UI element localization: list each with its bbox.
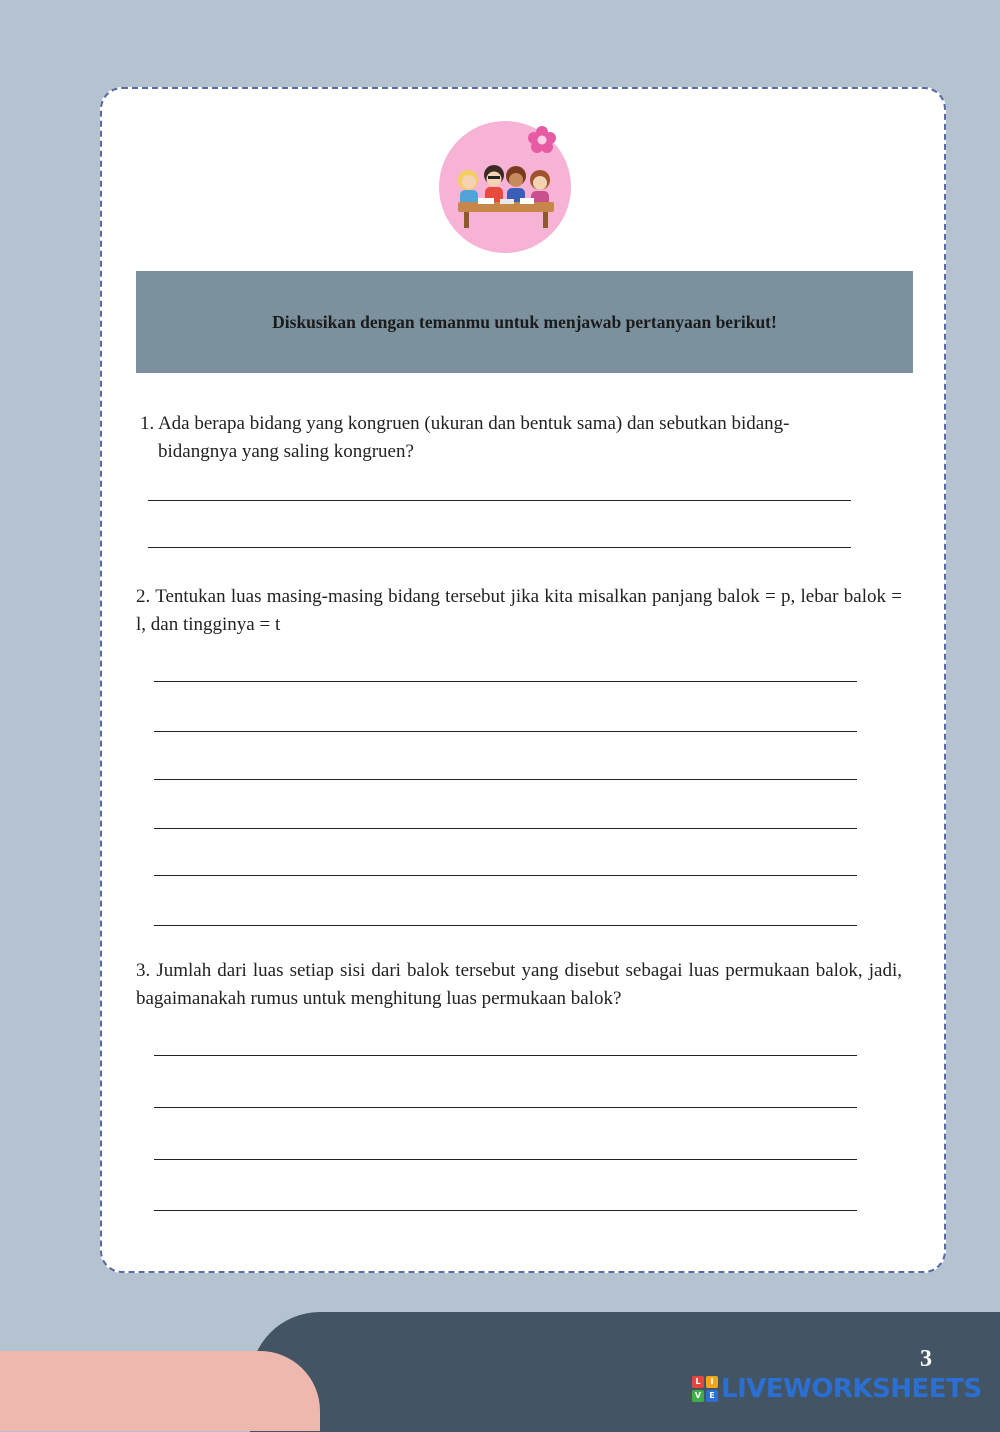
liveworksheets-icon: L I V E	[692, 1376, 718, 1402]
answer-line[interactable]	[148, 547, 851, 548]
answer-line[interactable]	[154, 731, 857, 732]
question-1-line-1: 1. Ada berapa bidang yang kongruen (ukuran dan bentuk sama) dan sebutkan bidang-	[140, 413, 790, 434]
answer-line[interactable]	[154, 1159, 857, 1160]
liveworksheets-brand-text: LIVEWORKSHEETS	[721, 1374, 982, 1404]
children-studying-illustration	[438, 120, 574, 256]
instruction-banner	[136, 271, 913, 373]
footer-band	[250, 1312, 1000, 1432]
question-2: 2. Tentukan luas masing-masing bidang tersebut jika kita misalkan panjang balok = p, lebar balok = l, dan tingginya = t	[136, 586, 902, 635]
answer-line[interactable]	[154, 828, 857, 829]
answer-line[interactable]	[154, 875, 857, 876]
answer-line[interactable]	[148, 500, 851, 501]
question-1	[140, 410, 900, 466]
liveworksheets-logo	[692, 1374, 982, 1404]
answer-line[interactable]	[154, 925, 857, 926]
instruction-text: Diskusikan dengan temanmu untuk menjawab pertanyaan berikut!	[272, 311, 777, 332]
answer-line[interactable]	[154, 779, 857, 780]
answer-line[interactable]	[154, 1055, 857, 1056]
page-number: 3	[920, 1346, 932, 1372]
footer-accent	[0, 1351, 320, 1431]
answer-line[interactable]	[154, 1210, 857, 1211]
question-1-line-2: bidangnya yang saling kongruen?	[158, 441, 414, 462]
answer-line[interactable]	[154, 1107, 857, 1108]
answer-line[interactable]	[154, 681, 857, 682]
worksheet-card	[100, 87, 946, 1273]
question-3: 3. Jumlah dari luas setiap sisi dari balok tersebut yang disebut sebagai luas permukaan balok, jadi, bagaimanakah rumus untuk menghitung luas permukaan balok?	[136, 960, 902, 1009]
